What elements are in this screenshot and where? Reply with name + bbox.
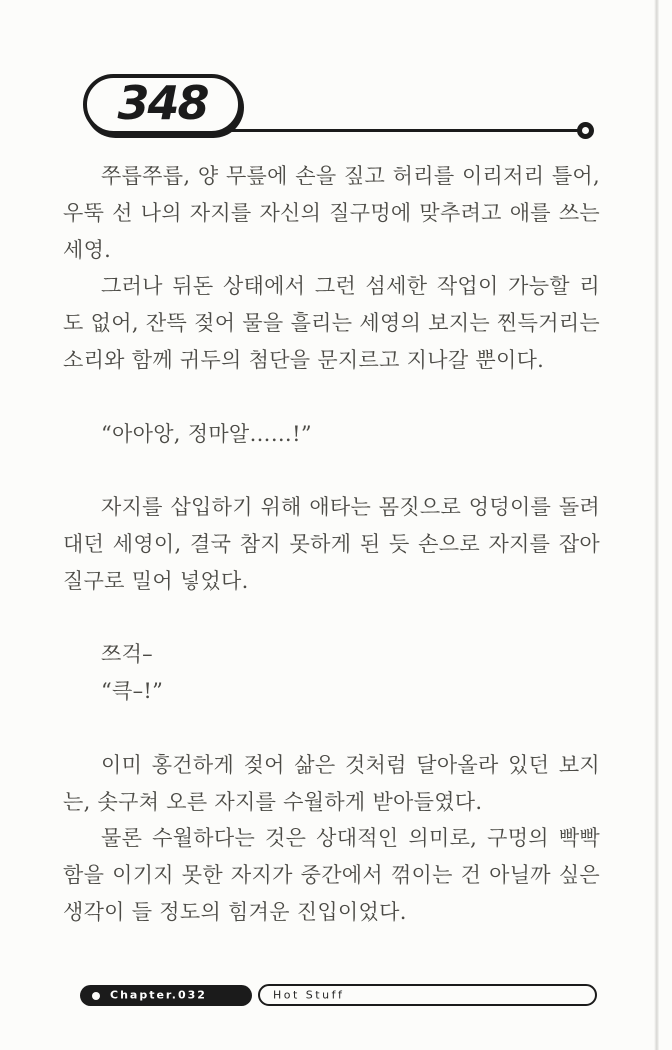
book-title-badge: [258, 984, 597, 1006]
page-edge-shadow: [654, 0, 659, 1050]
page-number: 348: [117, 75, 208, 130]
chapter-label: Chapter.032: [110, 988, 207, 1002]
sfx-line: 쯔걱–: [101, 642, 153, 667]
dialogue-line-2: “큭–!”: [101, 679, 164, 704]
dialogue-line-1: “아아앙, 정마알……!”: [101, 421, 312, 446]
book-title-label: Hot Stuff: [273, 988, 345, 1001]
header-rule: [230, 129, 580, 132]
paragraph-4: 이미 홍건하게 젖어 삶은 것처럼 달아올라 있던 보지는, 솟구쳐 오른 자지를 수월하게 받아들였다.: [63, 752, 600, 814]
paragraph-3: 자지를 삽입하기 위해 애타는 몸짓으로 엉덩이를 돌려대던 세영이, 결국 참지 못하게 된 듯 손으로 자지를 잡아 질구로 밀어 넣었다.: [63, 495, 600, 593]
paragraph-2: 그러나 뒤돈 상태에서 그런 섬세한 작업이 가능할 리도 없어, 잔뜩 젖어 물을 흘리는 세영의 보지는 찐득거리는 소리와 함께 귀두의 첨단을 문지르고 지나갈 뿐이다.: [63, 274, 600, 372]
paragraph-5: 물론 수월하다는 것은 상대적인 의미로, 구멍의 빡빡함을 이기지 못한 자지가 중간에서 꺾이는 건 아닐까 싶은 생각이 들 정도의 힘겨운 진입이었다.: [63, 826, 600, 924]
line-end-ring-icon: [577, 122, 594, 139]
chapter-badge: [80, 985, 252, 1006]
bullet-dot-icon: [92, 992, 100, 1000]
text-body: [63, 158, 600, 931]
paragraph-1: 쭈릅쭈릅, 양 무릎에 손을 짚고 허리를 이리저리 틀어, 우뚝 선 나의 자지를 자신의 질구멍에 맞추려고 애를 쓰는 세영.: [63, 164, 600, 262]
page-number-badge: [83, 74, 242, 135]
